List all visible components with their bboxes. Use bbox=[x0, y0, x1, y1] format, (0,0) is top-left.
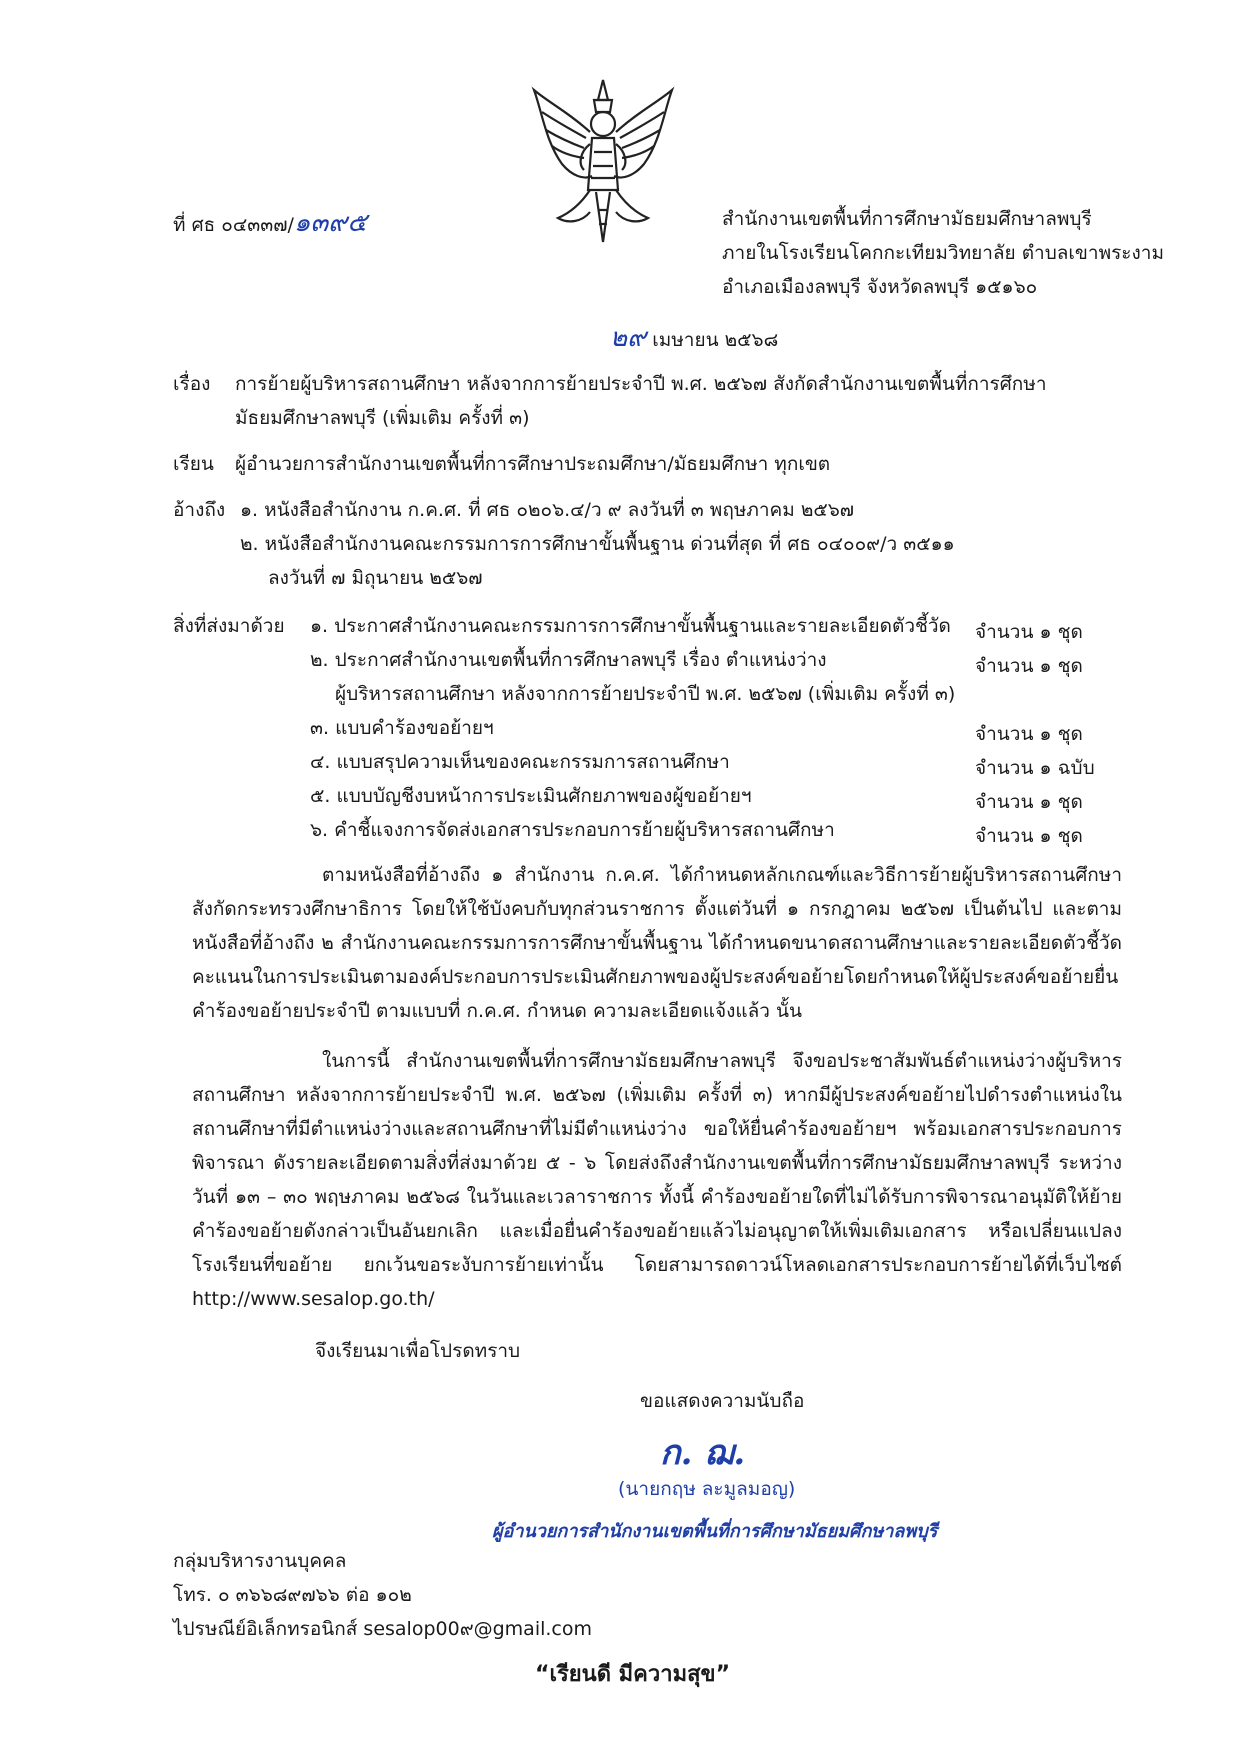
letter-date bbox=[610, 325, 778, 351]
body-paragraph-1-text: ตามหนังสือที่อ้างถึง ๑ สำนักงาน ก.ค.ศ. ได้กำหนดหลักเกณฑ์และวิธีการย้ายผู้บริหารสถานศึกษา สังกัดกระทรวงศึกษาธิการ โดยให้ใช้บังคบกับทุกส่วนราชการ ตั้งแต่วันที่ ๑ กรกฎาคม ๒๕๖๗ เป็นต้นไป และตามหนังสือที่อ้างถึง ๒ สำนักงานคณะกรรมการการศึกษาขั้นพื้นฐาน ได้กำหนดขนาดสถานศึกษาและรายละเอียดตัวชี้วัด คะแนนในการประเมินตามองค์ประกอบการประเมินศักยภาพของผู้ประสงค์ขอย้ายโดยกำหนดให้ผู้ประสงค์ขอย้ายยื่นคำร้องขอย้ายประจำปี ตามแบบที่ ก.ค.ศ. กำหนด ความละเอียดแจ้งแล้ว นั้น bbox=[192, 864, 1122, 1022]
body-paragraph-2 bbox=[192, 1044, 1122, 1316]
enclosure-qty-6: จำนวน ๑ ชุด bbox=[975, 825, 1083, 847]
to-text: ผู้อำนวยการสำนักงานเขตพื้นที่การศึกษาประถมศึกษา/มัธยมศึกษา ทุกเขต bbox=[235, 453, 831, 475]
enclosure-item-5: ๕. แบบบัญชีงบหน้าการประเมินศักยภาพของผู้ขอย้ายฯ bbox=[310, 785, 752, 807]
enclosure-item-1: ๑. ประกาศสำนักงานคณะกรรมการการศึกษาขั้นพื้นฐานและรายละเอียดตัวชี้วัด bbox=[310, 615, 951, 637]
enclosure-item-3: ๓. แบบคำร้องขอย้ายฯ bbox=[310, 717, 494, 739]
enclosure-item-2-cont: ผู้บริหารสถานศึกษา หลังจากการย้ายประจำปี พ.ศ. ๒๕๖๗ (เพิ่มเติม ครั้งที่ ๓) bbox=[335, 683, 956, 705]
body-paragraph-1 bbox=[192, 858, 1122, 1028]
enclosure-qty-5: จำนวน ๑ ชุด bbox=[975, 791, 1083, 813]
reference-item-1: ๑. หนังสือสำนักงาน ก.ค.ศ. ที่ ศธ ๐๒๐๖.๔/ว ๙ ลงวันที่ ๓ พฤษภาคม ๒๕๖๗ bbox=[240, 499, 855, 521]
enclosures-label: สิ่งที่ส่งมาด้วย bbox=[173, 615, 285, 637]
agency-line-3: อำเภอเมืองลพบุรี จังหวัดลพบุรี ๑๕๑๖๐ bbox=[722, 276, 1038, 298]
subject-line-2: มัธยมศึกษาลพบุรี (เพิ่มเติม ครั้งที่ ๓) bbox=[235, 407, 530, 429]
enclosure-item-4: ๔. แบบสรุปความเห็นของคณะกรรมการสถานศึกษา bbox=[310, 751, 730, 773]
footer-phone: โทร. ๐ ๓๖๖๘๙๗๖๖ ต่อ ๑๐๒ bbox=[173, 1584, 412, 1606]
enclosure-qty-1: จำนวน ๑ ชุด bbox=[975, 621, 1083, 643]
enclosure-qty-3: จำนวน ๑ ชุด bbox=[975, 723, 1083, 745]
signer-position: ผู้อำนวยการสำนักงานเขตพื้นที่การศึกษามัธยมศึกษาลพบุรี bbox=[492, 1521, 938, 1542]
footer-email: ไปรษณีย์อิเล็กทรอนิกส์ sesalop00๙@gmail.com bbox=[173, 1618, 593, 1640]
reference-handwritten-number: ๑๓๙๕ bbox=[293, 208, 367, 238]
enclosure-item-2: ๒. ประกาศสำนักงานเขตพื้นที่การศึกษาลพบุรี เรื่อง ตำแหน่งว่าง bbox=[310, 649, 827, 671]
enclosure-item-6: ๖. คำชี้แจงการจัดส่งเอกสารประกอบการย้ายผู้บริหารสถานศึกษา bbox=[310, 819, 835, 841]
closing-line: จึงเรียนมาเพื่อโปรดทราบ bbox=[315, 1340, 521, 1362]
date-day-handwritten: ๒๙ bbox=[610, 323, 647, 353]
subject-line-1: การย้ายผู้บริหารสถานศึกษา หลังจากการย้ายประจำปี พ.ศ. ๒๕๖๗ สังกัดสำนักงานเขตพื้นที่การศึกษา bbox=[235, 373, 1047, 395]
handwritten-signature: ก. ฌ. bbox=[660, 1433, 746, 1473]
reference-item-2-date: ลงวันที่ ๗ มิถุนายน ๒๕๖๗ bbox=[268, 567, 483, 589]
reference-item-2: ๒. หนังสือสำนักงานคณะกรรมการการศึกษาขั้นพื้นฐาน ด่วนที่สุด ที่ ศธ ๐๔๐๐๙/ว ๓๕๑๑ bbox=[240, 533, 955, 555]
subject-label: เรื่อง bbox=[173, 373, 211, 395]
slogan: “เรียนดี มีความสุข” bbox=[535, 1662, 731, 1687]
enclosure-qty-2: จำนวน ๑ ชุด bbox=[975, 655, 1083, 677]
footer-department: กลุ่มบริหารงานบุคคล bbox=[173, 1550, 347, 1572]
references-label: อ้างถึง bbox=[173, 499, 226, 521]
reference-prefix: ที่ ศธ ๐๔๓๓๗/ bbox=[173, 214, 294, 236]
reference-number bbox=[173, 210, 367, 236]
body-paragraph-2-text: ในการนี้ สำนักงานเขตพื้นที่การศึกษามัธยมศึกษาลพบุรี จึงขอประชาสัมพันธ์ตำแหน่งว่างผู้บริหารสถานศึกษา หลังจากการย้ายประจำปี พ.ศ. ๒๕๖๗ (เพิ่มเติม ครั้งที่ ๓) หากมีผู้ประสงค์ขอย้ายไปดำรงตำแหน่งในสถานศึกษาที่มีตำแหน่งว่างและสถานศึกษาที่ไม่มีตำแหน่งว่าง ขอให้ยื่นคำร้องขอย้ายฯ พร้อมเอกสารประกอบการพิจารณา ดังรายละเอียดตามสิ่งที่ส่งมาด้วย ๕ - ๖ โดยส่งถึงสำนักงานเขตพื้นที่การศึกษามัธยมศึกษาลพบุรี ระหว่างวันที่ ๑๓ – ๓๐ พฤษภาคม ๒๕๖๘ ในวันและเวลาราชการ ทั้งนี้ คำร้องขอย้ายใดที่ไม่ได้รับการพิจารณาอนุมัติให้ย้าย คำร้องขอย้ายดังกล่าวเป็นอันยกเลิก และเมื่อยื่นคำร้องขอย้ายแล้วไม่อนุญาตให้เพิ่มเติมเอกสาร หรือเปลี่ยนแปลงโรงเรียนที่ขอย้าย ยกเว้นขอระงับการย้ายเท่านั้น โดยสามารถดาวน์โหลดเอกสารประกอบการย้ายได้ที่เว็บไซต์ http://www.sesalop.go.th/ bbox=[192, 1050, 1122, 1310]
garuda-emblem bbox=[528, 72, 678, 262]
enclosure-qty-4: จำนวน ๑ ฉบับ bbox=[975, 757, 1095, 779]
signer-name: (นายกฤษ ละมูลมอญ) bbox=[618, 1478, 796, 1500]
date-month-year: เมษายน ๒๕๖๘ bbox=[646, 329, 779, 351]
to-label: เรียน bbox=[173, 453, 214, 475]
agency-line-1: สำนักงานเขตพื้นที่การศึกษามัธยมศึกษาลพบุรี bbox=[722, 208, 1092, 230]
agency-line-2: ภายในโรงเรียนโคกกะเทียมวิทยาลัย ตำบลเขาพระงาม bbox=[722, 242, 1164, 264]
regards: ขอแสดงความนับถือ bbox=[640, 1390, 805, 1412]
